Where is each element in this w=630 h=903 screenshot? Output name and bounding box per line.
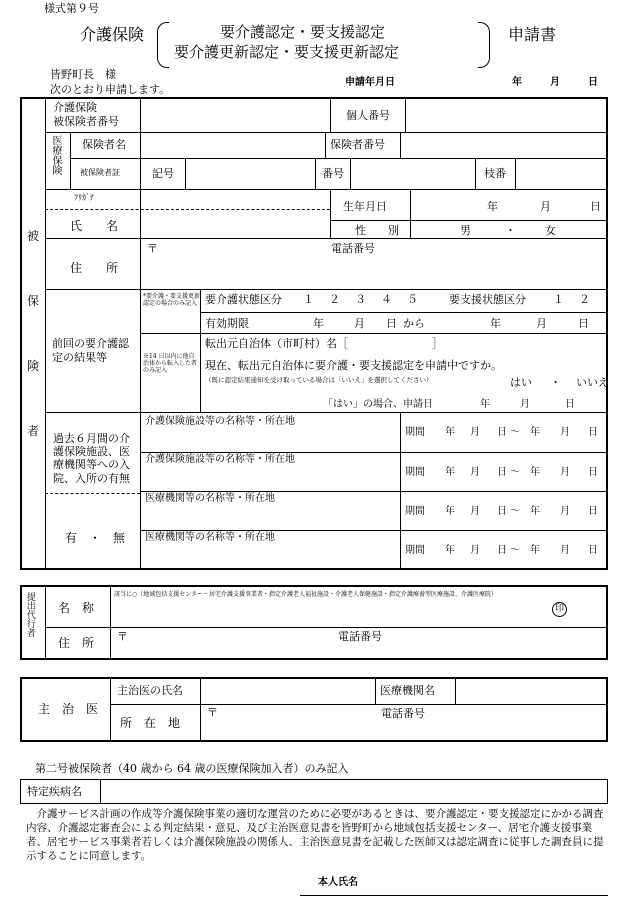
facility-row-1-y2: 年 (530, 427, 540, 438)
previous-note-2: ※14 日以内に他自治体から転入した者のみ記入 (143, 353, 198, 374)
facility-row-4-y1: 年 (445, 545, 455, 556)
care-level-4[interactable]: ４ (381, 293, 392, 306)
answer-no[interactable]: いいえ (576, 376, 609, 389)
birth-date-field[interactable] (410, 189, 608, 220)
facility-row-1-m1: 月 (470, 427, 480, 438)
name-field[interactable] (140, 209, 330, 238)
agent-address-field[interactable] (130, 627, 608, 660)
birth-year: 年 (487, 200, 498, 213)
address-postal: 〒 (147, 242, 158, 255)
facility-row-2-m1: 月 (470, 467, 480, 478)
facility-row-4-period: 期間 (405, 545, 425, 556)
insurer-name-label: 保険者名 (82, 138, 126, 151)
doctor-name-field[interactable] (200, 677, 375, 704)
birth-month: 月 (540, 200, 551, 213)
facility-row-4-field[interactable] (140, 530, 400, 570)
care-level-3[interactable]: ３ (355, 293, 366, 306)
facility-row-4-d1: 日 (497, 545, 507, 556)
support-level-2[interactable]: ２ (579, 293, 590, 306)
title-right: 申請書 (508, 25, 557, 44)
valid-from-month: 月 (354, 317, 365, 330)
if-yes-month: 月 (520, 399, 530, 410)
facility-row-1-field[interactable] (140, 412, 400, 452)
facility-row-3-field[interactable] (140, 491, 400, 530)
facility-row-3-d1: 日 (497, 506, 507, 517)
sex-female[interactable]: 女 (545, 224, 556, 237)
care-level-5[interactable]: ５ (407, 293, 418, 306)
prior-municipality-close: ］ (432, 337, 443, 350)
furigana-field[interactable] (140, 189, 330, 209)
personal-number-label: 個人番号 (346, 109, 390, 122)
valid-from-day: 日 (386, 317, 397, 330)
sex-dot: ・ (505, 224, 516, 237)
facility-row-3-d2: 日 (588, 506, 598, 517)
facility-row-2-label: 介護保険施設等の名称等・所在地 (145, 454, 295, 465)
date-label: 申請年月日 (345, 77, 395, 88)
doctor-location-label: 所 在 地 (120, 716, 181, 730)
birth-day: 日 (590, 200, 601, 213)
facility-row-1-tilde: ～ (510, 427, 520, 438)
agent-side-label: 提出代行者 (24, 592, 35, 637)
facility-row-2-period: 期間 (405, 467, 425, 478)
insured-side-char-2: 保 (27, 294, 40, 308)
agent-name-label: 名 称 (58, 601, 95, 615)
prior-municipality-label: 転出元自治体（市町村）名［ (205, 337, 348, 350)
facility-row-3-y2: 年 (530, 506, 540, 517)
furigana-label: ﾌﾘｶﾞﾅ (74, 193, 94, 202)
answer-dot: ・ (550, 376, 561, 389)
prior-municipality-field[interactable] (350, 336, 430, 350)
date-month: 月 (550, 77, 560, 88)
request-line: 次のとおり申請します。 (50, 83, 171, 96)
facility-presence[interactable]: 有 ・ 無 (65, 531, 126, 545)
address-field[interactable] (160, 238, 608, 289)
insured-number-label-2: 被保険者番号 (53, 115, 119, 128)
birth-date-label: 生年月日 (343, 200, 387, 213)
agent-name-field[interactable] (110, 600, 550, 625)
support-level-label: 要支援状態区分 (449, 293, 526, 306)
facility-row-3-m1: 月 (470, 506, 480, 517)
insurer-number-label: 保険者番号 (330, 138, 385, 151)
answer-yes[interactable]: はい (510, 376, 532, 389)
facility-row-1-d1: 日 (497, 427, 507, 438)
valid-from-label: から (403, 317, 425, 330)
care-level-label: 要介護状態区分 (205, 293, 282, 306)
doctor-location-field[interactable] (220, 704, 608, 742)
medical-insurance-label: 医療保険 (50, 135, 61, 175)
facility-row-2-d1: 日 (497, 467, 507, 478)
symbol-field[interactable] (185, 158, 315, 189)
care-level-2[interactable]: ２ (329, 293, 340, 306)
facility-row-4-y2: 年 (530, 545, 540, 556)
facility-row-2-tilde: ～ (510, 467, 520, 478)
insurer-name-field[interactable] (140, 132, 325, 158)
disease-label: 特定疾病名 (27, 785, 82, 798)
right-bracket (478, 22, 490, 68)
doctor-postal: 〒 (207, 706, 218, 719)
facility-row-2-d2: 日 (588, 467, 598, 478)
facility-row-4-label: 医療機関等の名称等・所在地 (145, 532, 275, 543)
pending-question-note: （既に認定結果通知を受け取っている場合は「いいえ」を選択してください） (205, 376, 433, 384)
previous-result-label: 前回の要介護認定の結果等 (52, 337, 129, 365)
insurer-number-field[interactable] (400, 132, 608, 158)
left-bracket (157, 22, 169, 68)
date-year: 年 (512, 77, 522, 88)
support-level-1[interactable]: １ (553, 293, 564, 306)
name-label: 氏 名 (70, 219, 119, 233)
doctor-name-label: 主治医の氏名 (117, 684, 183, 697)
facility-row-2-m2: 月 (560, 467, 570, 478)
consent-text: 介護サービス計画の作成等介護保険事業の適切な運営のために必要があるときは、要介護認定・要支援認定にかかる調査内容、介護認定審査会による判定結果・意見、及び主治医意見書を皆野町から地域包括支援センター、居宅介護支援事業者、居宅サービス事業者若しくは介護保険施設の関係人、主治医意見書を記載した医師又は認定調査に従事した調査員に提示することに同意します。 (26, 808, 604, 862)
branch-field[interactable] (515, 158, 608, 189)
personal-number-field[interactable] (405, 97, 608, 132)
number-label: 番号 (322, 167, 344, 180)
signature-line[interactable] (300, 895, 608, 896)
title-line1: 要介護認定・要支援認定 (220, 23, 386, 41)
facility-row-2-y2: 年 (530, 467, 540, 478)
address-phone-label: 電話番号 (331, 242, 375, 255)
title-line2: 要介護更新認定・要支援更新認定 (174, 43, 400, 61)
facility-row-4-tilde: ～ (510, 545, 520, 556)
valid-to-day: 日 (578, 317, 589, 330)
insured-number-field[interactable] (140, 97, 330, 132)
facility-row-3-label: 医療機関等の名称等・所在地 (145, 493, 275, 504)
pending-question: 現在、転出元自治体に要介護・要支援認定を申請中ですか。 (205, 359, 502, 372)
date-day: 日 (588, 77, 598, 88)
agent-phone-label: 電話番号 (338, 630, 382, 643)
doctor-phone-label: 電話番号 (381, 707, 425, 720)
addressee: 皆野町長 様 (50, 68, 116, 81)
if-yes-year: 年 (480, 399, 490, 410)
insured-side-char-4: 者 (27, 424, 40, 438)
facility-row-1-m2: 月 (560, 427, 570, 438)
branch-label: 枝番 (484, 167, 506, 180)
facility-row-2-y1: 年 (445, 467, 455, 478)
facility-row-2-field[interactable] (140, 452, 400, 491)
facility-row-1-period: 期間 (405, 427, 425, 438)
care-level-1[interactable]: １ (303, 293, 314, 306)
address-label: 住 所 (70, 261, 119, 275)
seal-mark: 印 (552, 602, 567, 617)
number-field[interactable] (350, 158, 475, 189)
institution-field[interactable] (455, 677, 608, 704)
facility-label: 過去６月間の介護保険施設、医療機関等への入院、入所の有無 (53, 432, 130, 485)
previous-note-1: *要介護・要支援更新認定の場合のみ記入 (143, 293, 201, 307)
agent-postal: 〒 (117, 630, 128, 643)
title-left: 介護保険 (80, 25, 145, 44)
valid-from-year: 年 (313, 317, 324, 330)
symbol-label: 記号 (152, 167, 174, 180)
insured-side-char-1: 被 (27, 229, 40, 243)
facility-row-3-tilde: ～ (510, 506, 520, 517)
facility-row-4-m2: 月 (560, 545, 570, 556)
valid-period-label: 有効期限 (205, 317, 249, 330)
facility-row-4-d2: 日 (588, 545, 598, 556)
valid-to-year: 年 (490, 317, 501, 330)
facility-row-3-y1: 年 (445, 506, 455, 517)
facility-row-1-label: 介護保険施設等の名称等・所在地 (145, 416, 295, 427)
insured-number-label-1: 介護保険 (53, 101, 97, 114)
insured-side-char-3: 険 (27, 359, 40, 373)
institution-label: 医療機関名 (380, 684, 435, 697)
facility-row-1-y1: 年 (445, 427, 455, 438)
facility-row-4-m1: 月 (470, 545, 480, 556)
sex-label: 性 別 (355, 224, 399, 237)
if-yes-day: 日 (565, 399, 575, 410)
if-yes-date-label: 「はい」の場合、申請日 (323, 399, 433, 410)
disease-field[interactable] (100, 779, 608, 804)
facility-row-1-d2: 日 (588, 427, 598, 438)
agent-address-label: 住 所 (58, 636, 95, 650)
facility-row-3-m2: 月 (560, 506, 570, 517)
facility-row-3-period: 期間 (405, 506, 425, 517)
valid-to-month: 月 (536, 317, 547, 330)
sex-male[interactable]: 男 (460, 224, 471, 237)
card-label: 被保険者証 (80, 168, 120, 177)
signature-label: 本人氏名 (318, 877, 358, 888)
second-heading: 第二号被保険者（40 歳から 64 歳の医療保険加入者）のみ記入 (35, 762, 349, 775)
agent-note: 該当に○（地域包括支援センター・居宅介護支援事業者・指定介護老人福祉施設・介護老人保健施設・指定介護療養型医療施設、介護医療院） (114, 591, 497, 598)
form-number: 様式第９号 (44, 2, 99, 15)
doctor-label: 主 治 医 (38, 702, 99, 716)
